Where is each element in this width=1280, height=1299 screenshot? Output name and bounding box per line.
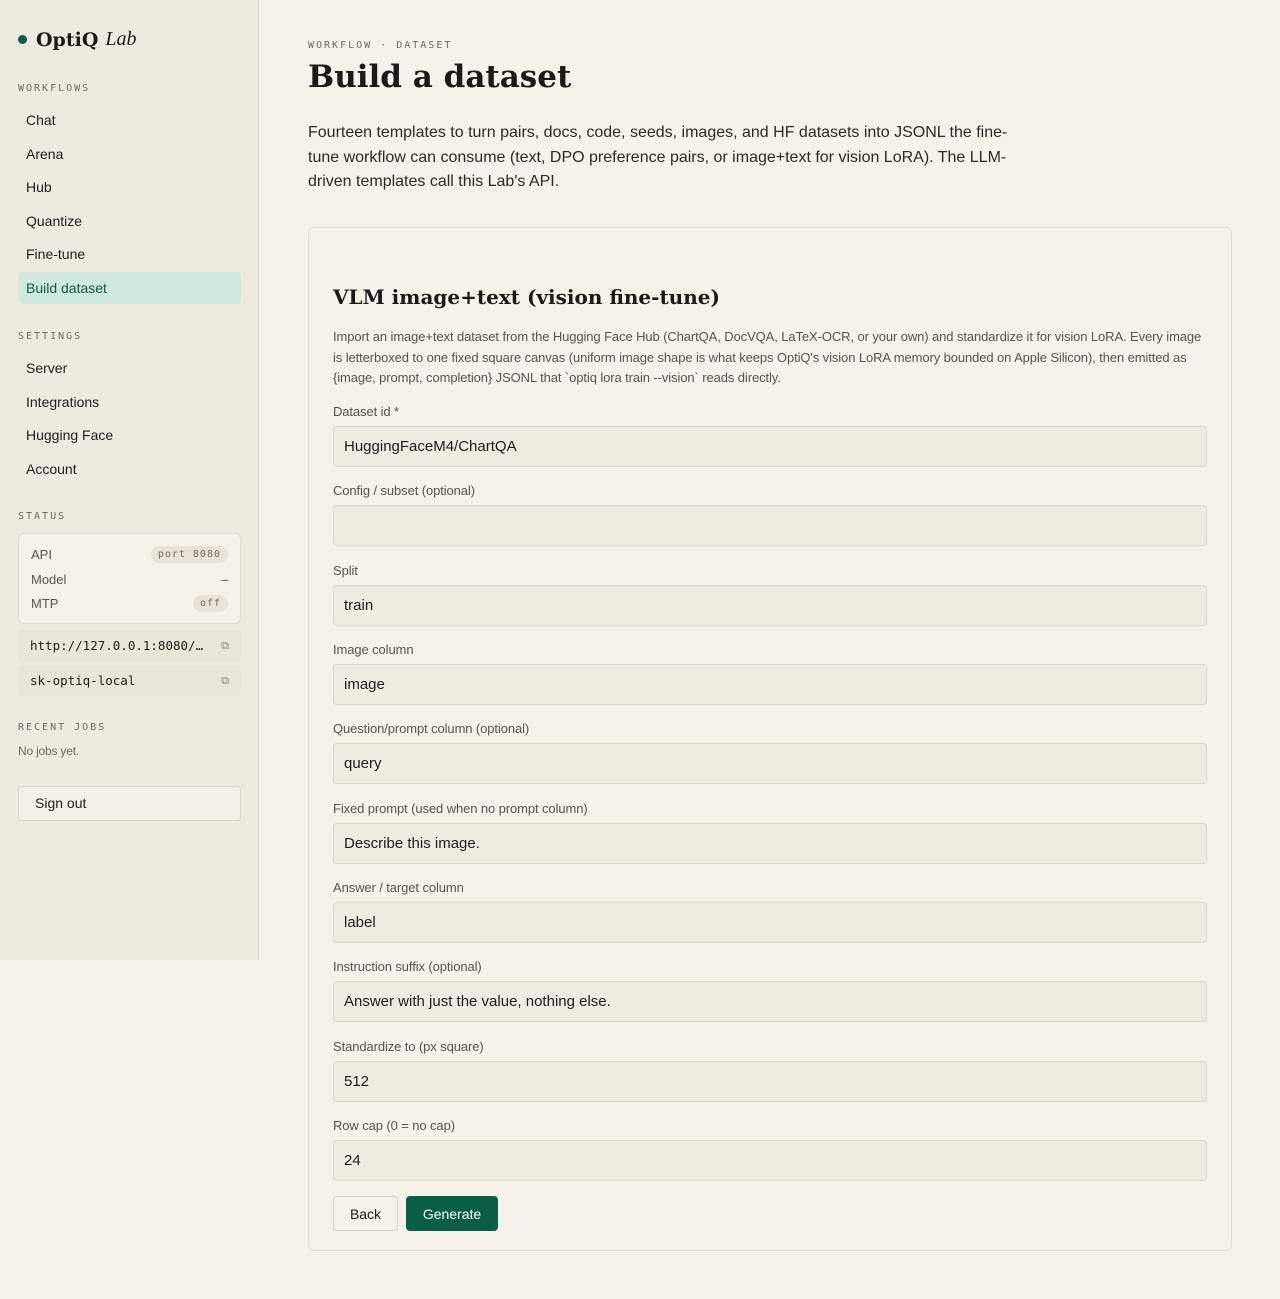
generate-button[interactable]: Generate bbox=[406, 1196, 498, 1231]
sidebar-item-quantize[interactable]: Quantize bbox=[26, 212, 83, 229]
status-model-label: Model bbox=[31, 571, 67, 587]
fixed-prompt-input[interactable] bbox=[333, 823, 1207, 864]
standardize-size-input[interactable] bbox=[333, 1061, 1207, 1102]
prompt-column-input[interactable] bbox=[333, 743, 1207, 784]
field-label: Question/prompt column (optional) bbox=[333, 721, 530, 736]
instruction-suffix-input[interactable] bbox=[333, 981, 1207, 1022]
row-cap-input[interactable] bbox=[333, 1140, 1207, 1181]
config-subset-input[interactable] bbox=[333, 505, 1207, 546]
recent-jobs-section-label: RECENT JOBS bbox=[18, 722, 107, 733]
recent-jobs-empty: No jobs yet. bbox=[18, 744, 79, 758]
sidebar-item-server[interactable]: Server bbox=[26, 360, 68, 376]
brand-logo[interactable] bbox=[18, 28, 137, 51]
status-mtp-badge: off bbox=[193, 595, 228, 612]
dataset-form-card bbox=[308, 227, 1232, 1251]
brand-name: OptiQ bbox=[36, 28, 99, 51]
sidebar-item-integrations[interactable]: Integrations bbox=[26, 393, 100, 410]
page-intro: Fourteen templates to turn pairs, docs, code, seeds, images, and HF datasets into JSONL the fine-tune workflow can consume (text, DPO preference pairs, or image+text for vision LoRA). The LLM-driven templates call this Lab's API. bbox=[308, 124, 1008, 190]
brand-suffix: Lab bbox=[105, 28, 137, 50]
workflows-nav bbox=[18, 104, 241, 304]
field-label: Row cap (0 = no cap) bbox=[333, 1118, 455, 1133]
status-row-model bbox=[31, 568, 228, 590]
sidebar-item-account[interactable]: Account bbox=[26, 460, 77, 477]
field-label: Split bbox=[333, 563, 358, 578]
settings-section-label: SETTINGS bbox=[18, 331, 83, 342]
answer-column-input[interactable] bbox=[333, 902, 1207, 943]
dataset-id-input[interactable] bbox=[333, 426, 1207, 467]
sidebar-item-arena[interactable]: Arena bbox=[26, 145, 64, 162]
field-label: Image column bbox=[333, 642, 414, 657]
field-label: Answer / target column bbox=[333, 880, 464, 895]
split-input[interactable] bbox=[333, 585, 1207, 626]
sidebar-item-hugging-face[interactable]: Hugging Face bbox=[26, 427, 114, 443]
copy-icon[interactable]: ⧉ bbox=[221, 638, 229, 652]
form-description: Import an image+text dataset from the Hugging Face Hub (ChartQA, DocVQA, LaTeX-OCR, or your own) and standardize it for vision LoRA. Every image is letterboxed to one fixed square canvas (uniform image shape is what keeps OptiQ's vision LoRA memory bounded on Apple Silicon), then emitted as {image, prompt, completion} JSONL that `optiq lora train --vision` reads directly. bbox=[333, 329, 1202, 385]
sign-out-button[interactable]: Sign out bbox=[18, 786, 241, 821]
sidebar-item-build-dataset[interactable]: Build dataset bbox=[18, 272, 241, 304]
field-label: Dataset id * bbox=[333, 404, 400, 419]
sidebar-item-hub[interactable]: Hub bbox=[26, 179, 52, 195]
sidebar-item-chat[interactable]: Chat bbox=[26, 112, 56, 128]
status-section-label: STATUS bbox=[18, 511, 67, 522]
field-label: Fixed prompt (used when no prompt column) bbox=[333, 801, 588, 816]
status-row-mtp bbox=[31, 592, 228, 614]
breadcrumb: WORKFLOW · DATASET bbox=[308, 40, 453, 51]
endpoint-url-box[interactable] bbox=[18, 630, 241, 661]
status-api-badge: port 8080 bbox=[151, 546, 228, 563]
field-label: Standardize to (px square) bbox=[333, 1039, 484, 1054]
image-column-input[interactable] bbox=[333, 664, 1207, 705]
field-label: Instruction suffix (optional) bbox=[333, 959, 482, 974]
settings-nav bbox=[18, 352, 241, 486]
status-card bbox=[18, 533, 241, 624]
brand-dot-icon bbox=[18, 35, 27, 44]
back-button[interactable]: Back bbox=[333, 1196, 398, 1231]
status-model-value: – bbox=[220, 571, 228, 587]
workflows-section-label: WORKFLOWS bbox=[18, 83, 91, 94]
sidebar bbox=[0, 0, 259, 960]
field-label: Config / subset (optional) bbox=[333, 483, 475, 498]
sidebar-item-fine-tune[interactable]: Fine-tune bbox=[26, 246, 86, 262]
endpoint-url: http://127.0.0.1:8080/… bbox=[30, 638, 204, 653]
api-key-box[interactable] bbox=[18, 665, 241, 696]
status-api-label: API bbox=[31, 546, 52, 562]
api-key: sk-optiq-local bbox=[30, 673, 136, 688]
page-title: Build a dataset bbox=[308, 59, 572, 95]
form-title: VLM image+text (vision fine-tune) bbox=[333, 285, 720, 309]
status-row-api bbox=[31, 543, 228, 565]
copy-icon[interactable]: ⧉ bbox=[221, 673, 229, 687]
status-mtp-label: MTP bbox=[31, 595, 59, 611]
